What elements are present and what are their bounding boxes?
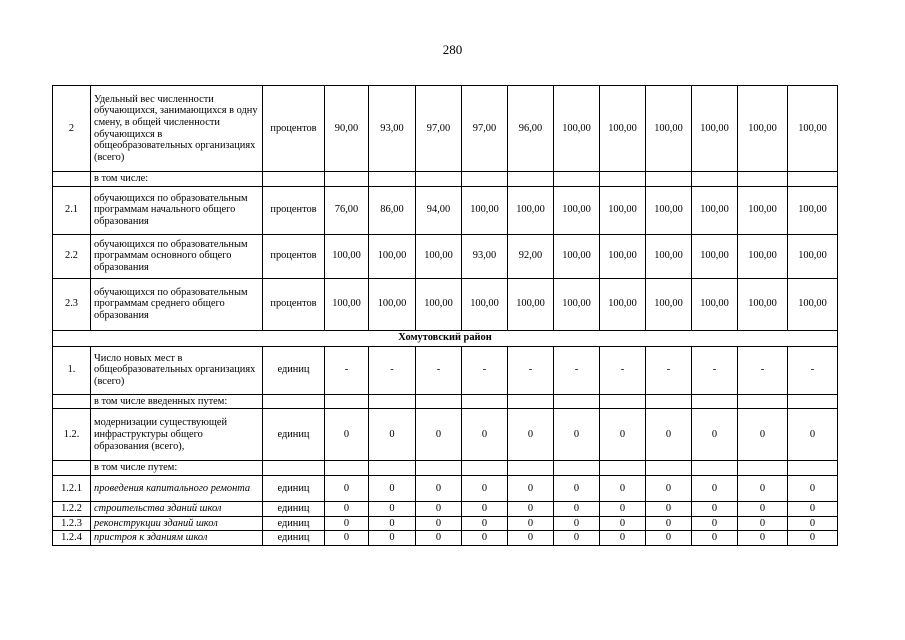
value-cell: 100,00 <box>600 86 646 172</box>
value-cell: 86,00 <box>369 186 416 234</box>
indicators-table <box>52 85 838 546</box>
value-cell: 0 <box>692 501 738 516</box>
value-cell: 0 <box>646 475 692 501</box>
row-number: 1. <box>53 346 91 394</box>
empty-cell <box>369 172 416 187</box>
value-cell: 93,00 <box>369 86 416 172</box>
row-number: 1.2.2 <box>53 501 91 516</box>
value-cell: 0 <box>646 531 692 546</box>
value-cell: 0 <box>325 516 369 531</box>
table-row <box>53 394 838 409</box>
empty-cell <box>263 461 325 476</box>
value-cell: 0 <box>508 475 554 501</box>
value-cell: 100,00 <box>788 186 838 234</box>
value-cell: 0 <box>600 501 646 516</box>
table-row <box>53 86 838 172</box>
table-row <box>53 330 838 346</box>
value-cell: 0 <box>508 531 554 546</box>
indicator-description: строительства зданий школ <box>91 501 263 516</box>
value-cell: 0 <box>369 531 416 546</box>
value-cell: 100,00 <box>554 186 600 234</box>
empty-cell <box>325 461 369 476</box>
value-cell: 0 <box>369 516 416 531</box>
value-cell: 96,00 <box>508 86 554 172</box>
value-cell: 100,00 <box>646 186 692 234</box>
empty-cell <box>508 394 554 409</box>
value-cell: 100,00 <box>646 86 692 172</box>
value-cell: 100,00 <box>462 186 508 234</box>
value-cell: 76,00 <box>325 186 369 234</box>
value-cell: - <box>369 346 416 394</box>
empty-cell <box>462 172 508 187</box>
table-row <box>53 346 838 394</box>
value-cell: 0 <box>600 409 646 461</box>
empty-cell <box>53 394 91 409</box>
table-row <box>53 278 838 330</box>
value-cell: 100,00 <box>416 234 462 278</box>
empty-cell <box>600 172 646 187</box>
value-cell: 0 <box>600 516 646 531</box>
empty-cell <box>600 461 646 476</box>
value-cell: 0 <box>369 501 416 516</box>
value-cell: 100,00 <box>692 234 738 278</box>
value-cell: 0 <box>788 516 838 531</box>
value-cell: 0 <box>554 501 600 516</box>
empty-cell <box>53 172 91 187</box>
row-number: 1.2.4 <box>53 531 91 546</box>
indicator-description: Число новых мест в общеобразовательных организациях (всего) <box>91 346 263 394</box>
empty-cell <box>263 172 325 187</box>
value-cell: 0 <box>508 409 554 461</box>
table-row <box>53 172 838 187</box>
value-cell: - <box>600 346 646 394</box>
unit-cell: процентов <box>263 278 325 330</box>
value-cell: 100,00 <box>738 86 788 172</box>
empty-cell <box>554 172 600 187</box>
value-cell: 97,00 <box>416 86 462 172</box>
value-cell: 0 <box>646 409 692 461</box>
empty-cell <box>369 394 416 409</box>
subheading-cell: в том числе введенных путем: <box>91 394 263 409</box>
value-cell: 0 <box>416 475 462 501</box>
row-number: 1.2. <box>53 409 91 461</box>
value-cell: 0 <box>646 516 692 531</box>
table-row <box>53 461 838 476</box>
value-cell: 94,00 <box>416 186 462 234</box>
value-cell: 0 <box>788 531 838 546</box>
empty-cell <box>788 172 838 187</box>
table-row <box>53 475 838 501</box>
value-cell: 100,00 <box>738 234 788 278</box>
value-cell: 100,00 <box>646 234 692 278</box>
unit-cell: процентов <box>263 234 325 278</box>
value-cell: 100,00 <box>692 278 738 330</box>
empty-cell <box>508 172 554 187</box>
value-cell: 0 <box>462 516 508 531</box>
value-cell: 0 <box>738 516 788 531</box>
value-cell: 93,00 <box>462 234 508 278</box>
empty-cell <box>692 172 738 187</box>
indicator-description: проведения капитального ремонта <box>91 475 263 501</box>
empty-cell <box>554 461 600 476</box>
unit-cell: единиц <box>263 475 325 501</box>
row-number: 2.1 <box>53 186 91 234</box>
table-row <box>53 409 838 461</box>
value-cell: 0 <box>600 531 646 546</box>
value-cell: 0 <box>554 409 600 461</box>
value-cell: 100,00 <box>369 278 416 330</box>
value-cell: 0 <box>692 475 738 501</box>
value-cell: 0 <box>369 409 416 461</box>
empty-cell <box>369 461 416 476</box>
empty-cell <box>738 172 788 187</box>
value-cell: 0 <box>600 475 646 501</box>
value-cell: 92,00 <box>508 234 554 278</box>
value-cell: 100,00 <box>554 234 600 278</box>
value-cell: 0 <box>554 516 600 531</box>
empty-cell <box>263 394 325 409</box>
unit-cell: процентов <box>263 86 325 172</box>
value-cell: 100,00 <box>369 234 416 278</box>
empty-cell <box>692 461 738 476</box>
value-cell: - <box>646 346 692 394</box>
row-number: 1.2.3 <box>53 516 91 531</box>
value-cell: 100,00 <box>738 278 788 330</box>
value-cell: 100,00 <box>738 186 788 234</box>
value-cell: 100,00 <box>600 186 646 234</box>
value-cell: 0 <box>416 516 462 531</box>
value-cell: 0 <box>692 516 738 531</box>
value-cell: - <box>416 346 462 394</box>
empty-cell <box>738 461 788 476</box>
value-cell: 0 <box>788 475 838 501</box>
value-cell: 100,00 <box>788 234 838 278</box>
value-cell: 0 <box>325 501 369 516</box>
empty-cell <box>692 394 738 409</box>
value-cell: 0 <box>738 501 788 516</box>
value-cell: 100,00 <box>554 278 600 330</box>
empty-cell <box>646 172 692 187</box>
value-cell: 0 <box>462 501 508 516</box>
value-cell: 0 <box>369 475 416 501</box>
value-cell: 100,00 <box>508 278 554 330</box>
subheading-cell: в том числе путем: <box>91 461 263 476</box>
value-cell: 100,00 <box>692 86 738 172</box>
value-cell: 0 <box>508 501 554 516</box>
value-cell: 90,00 <box>325 86 369 172</box>
empty-cell <box>646 461 692 476</box>
unit-cell: единиц <box>263 516 325 531</box>
value-cell: - <box>325 346 369 394</box>
row-number: 2 <box>53 86 91 172</box>
value-cell: 100,00 <box>325 234 369 278</box>
empty-cell <box>462 394 508 409</box>
value-cell: 0 <box>788 409 838 461</box>
unit-cell: процентов <box>263 186 325 234</box>
value-cell: - <box>462 346 508 394</box>
table-row <box>53 531 838 546</box>
row-number: 1.2.1 <box>53 475 91 501</box>
indicator-description: Удельный вес численности обучающихся, занимающихся в одну смену, в общей численности обучающихся в общеобразовательных организациях (всего) <box>91 86 263 172</box>
value-cell: 100,00 <box>325 278 369 330</box>
indicator-description: реконструкции зданий школ <box>91 516 263 531</box>
empty-cell <box>738 394 788 409</box>
value-cell: 100,00 <box>600 278 646 330</box>
value-cell: - <box>554 346 600 394</box>
unit-cell: единиц <box>263 501 325 516</box>
table-row <box>53 516 838 531</box>
value-cell: 0 <box>462 409 508 461</box>
value-cell: - <box>692 346 738 394</box>
empty-cell <box>416 461 462 476</box>
value-cell: 0 <box>508 516 554 531</box>
unit-cell: единиц <box>263 409 325 461</box>
value-cell: 100,00 <box>600 234 646 278</box>
value-cell: 0 <box>738 531 788 546</box>
table-row <box>53 501 838 516</box>
empty-cell <box>416 172 462 187</box>
empty-cell <box>325 394 369 409</box>
indicator-description: обучающихся по образовательным программам основного общего образования <box>91 234 263 278</box>
value-cell: 0 <box>462 531 508 546</box>
empty-cell <box>788 461 838 476</box>
value-cell: 0 <box>325 409 369 461</box>
value-cell: 0 <box>325 475 369 501</box>
value-cell: 0 <box>554 531 600 546</box>
value-cell: 0 <box>692 409 738 461</box>
empty-cell <box>600 394 646 409</box>
value-cell: 100,00 <box>554 86 600 172</box>
indicator-description: модернизации существующей инфраструктуры общего образования (всего), <box>91 409 263 461</box>
value-cell: 0 <box>416 501 462 516</box>
indicator-description: пристроя к зданиям школ <box>91 531 263 546</box>
value-cell: 0 <box>416 531 462 546</box>
value-cell: 0 <box>738 475 788 501</box>
empty-cell <box>554 394 600 409</box>
value-cell: - <box>788 346 838 394</box>
value-cell: - <box>738 346 788 394</box>
value-cell: 97,00 <box>462 86 508 172</box>
empty-cell <box>646 394 692 409</box>
empty-cell <box>788 394 838 409</box>
value-cell: 0 <box>462 475 508 501</box>
value-cell: 0 <box>325 531 369 546</box>
page-number: 280 <box>442 42 463 57</box>
empty-cell <box>462 461 508 476</box>
unit-cell: единиц <box>263 346 325 394</box>
value-cell: 100,00 <box>692 186 738 234</box>
value-cell: 100,00 <box>508 186 554 234</box>
section-header: Хомутовский район <box>53 330 838 346</box>
table-row <box>53 186 838 234</box>
value-cell: - <box>508 346 554 394</box>
subheading-cell: в том числе: <box>91 172 263 187</box>
row-number: 2.3 <box>53 278 91 330</box>
value-cell: 0 <box>788 501 838 516</box>
row-number: 2.2 <box>53 234 91 278</box>
empty-cell <box>508 461 554 476</box>
indicator-description: обучающихся по образовательным программам начального общего образования <box>91 186 263 234</box>
value-cell: 100,00 <box>416 278 462 330</box>
empty-cell <box>416 394 462 409</box>
empty-cell <box>53 461 91 476</box>
value-cell: 100,00 <box>788 86 838 172</box>
value-cell: 100,00 <box>462 278 508 330</box>
table-row <box>53 234 838 278</box>
value-cell: 0 <box>738 409 788 461</box>
value-cell: 0 <box>646 501 692 516</box>
value-cell: 0 <box>692 531 738 546</box>
value-cell: 100,00 <box>788 278 838 330</box>
indicator-description: обучающихся по образовательным программам среднего общего образования <box>91 278 263 330</box>
value-cell: 0 <box>554 475 600 501</box>
value-cell: 100,00 <box>646 278 692 330</box>
unit-cell: единиц <box>263 531 325 546</box>
empty-cell <box>325 172 369 187</box>
value-cell: 0 <box>416 409 462 461</box>
